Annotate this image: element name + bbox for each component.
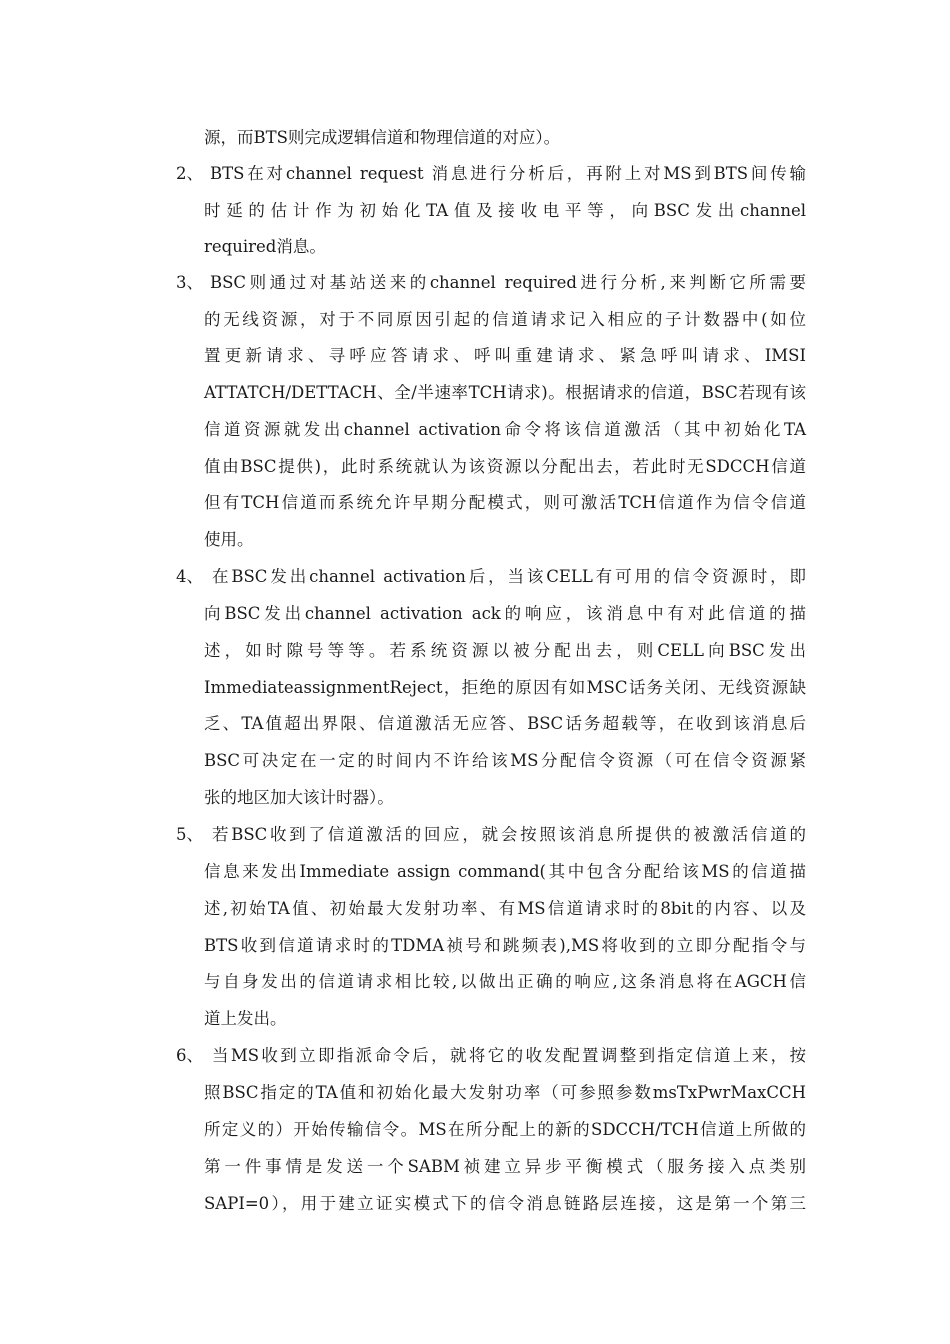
item-line: BSC可决定在一定的时间内不许给该MS分配信令资源（可在信令资源紧 [204,751,806,770]
item-line: 在BSC发出channel activation后，当该CELL有可用的信令资源时，即 [212,567,806,586]
item-line: 的无线资源，对于不同原因引起的信道请求记入相应的子计数器中(如位 [204,310,806,329]
intro-line: 源，而BTS则完成逻辑信道和物理信道的对应）。 [204,128,561,147]
item-line: BTS收到信道请求时的TDMA祯号和跳频表),MS将收到的立即分配指令与 [204,936,806,955]
item-line: ImmediateassignmentReject，拒绝的原因有如MSC话务关闭、无线资源缺 [204,678,806,697]
item-line: 述,初始TA值、初始最大发射功率、有MS信道请求时的8bit的内容、以及 [204,899,806,918]
item-line: 当MS收到立即指派命令后，就将它的收发配置调整到指定信道上来，按 [212,1046,806,1065]
item-line: 与自身发出的信道请求相比较,以做出正确的响应,这条消息将在AGCH信 [204,972,806,991]
item-number: 4、 [176,567,203,586]
item-line: 使用。 [204,530,254,549]
item-line: 信息来发出Immediate assign command(其中包含分配给该MS的信道描 [204,862,806,881]
item-number: 3、 [176,273,203,292]
item-line: 述，如时隙号等等。若系统资源以被分配出去，则CELL向BSC发出 [204,641,806,660]
item-line: 第一件事情是发送一个SABM祯建立异步平衡模式（服务接入点类别 [204,1157,806,1176]
item-number: 2、 [176,164,203,183]
item-line: 张的地区加大该计时器）。 [204,788,394,807]
item-line: BTS在对channel request 消息进行分析后，再附上对MS到BTS间传输 [210,164,806,183]
item-number: 5、 [176,825,203,844]
item-line: 向BSC发出channel activation ack的响应，该消息中有对此信道的描 [204,604,806,623]
item-line: 值由BSC提供)，此时系统就认为该资源以分配出去，若此时无SDCCH信道 [204,457,806,476]
item-line: BSC则通过对基站送来的channel required进行分析,来判断它所需要 [210,273,806,292]
item-line: 信道资源就发出channel activation命令将该信道激活（其中初始化TA [204,420,806,439]
item-line: 时延的估计作为初始化TA值及接收电平等，向BSC发出channel [204,201,806,220]
item-line: 若BSC收到了信道激活的回应，就会按照该消息所提供的被激活信道的 [212,825,806,844]
item-line: 但有TCH信道而系统允许早期分配模式，则可激活TCH信道作为信令信道 [204,493,806,512]
item-line: required消息。 [204,237,326,256]
item-line: 乏、TA值超出界限、信道激活无应答、BSC话务超载等，在收到该消息后 [204,714,806,733]
item-line: ATTATCH/DETTACH、全/半速率TCH请求)。根据请求的信道，BSC若现有该 [204,383,806,402]
item-line: 所定义的）开始传输信令。MS在所分配上的新的SDCCH/TCH信道上所做的 [204,1120,806,1139]
item-line: 道上发出。 [204,1009,287,1028]
item-number: 6、 [176,1046,203,1065]
item-line: 置更新请求、寻呼应答请求、呼叫重建请求、紧急呼叫请求、IMSI [204,346,806,365]
item-line: 照BSC指定的TA值和初始化最大发射功率（可参照参数msTxPwrMaxCCH [204,1083,806,1102]
item-line: SAPI=0），用于建立证实模式下的信令消息链路层连接，这是第一个第三 [204,1194,806,1213]
